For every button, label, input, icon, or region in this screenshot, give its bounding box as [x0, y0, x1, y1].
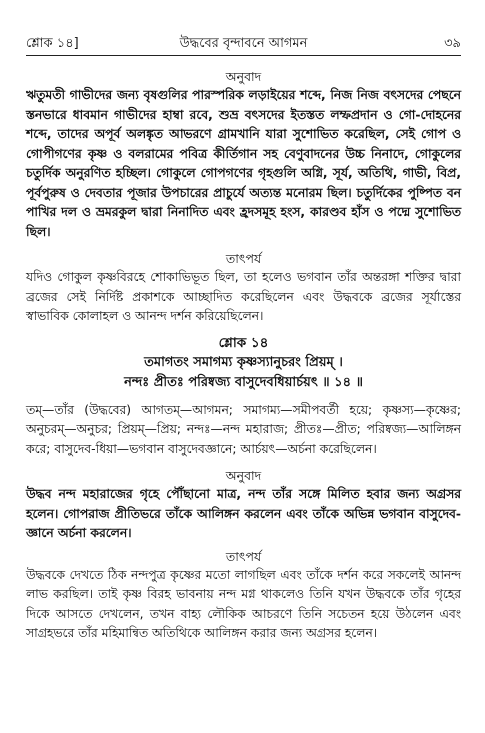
translation-text: ঋতুমতী গাভীদের জন্য বৃষগুলির পারস্পরিক লড়াইয়ের শব্দে, নিজ নিজ বৎসদের পেছনে স্তনভারে ধাবমান গাভীদের হাম্বা রবে, শুভ্র বৎসদের ইতস্তত লম্ফপ্রদান ও গো-দোহনের শব্দে, তাদের অপূর্ব অলঙ্কৃত আভরণে গ্রামখানি যারা সুশোভিত করেছিল, সেই গোপ ও গোপীগণের কৃষ্ণ ও বলরামের পবিত্র কীর্তিগান সহ বেণুবাদনের উচ্চ নিনাদে, গোকুলের চতুর্দিক অনুরণিত হচ্ছিল। গোকুলে গোপগণের গৃহগুলি অগ্নি, সূর্য, অতিথি, গাভী, বিপ্র, পূর্বপুরুষ ও দেবতার পূজার উপচারের প্রাচুর্যে অত্যন্ত মনোরম ছিল। চতুর্দিকের পুষ্পিত বন পাখির দল ও ভ্রমরকুল দ্বারা নিনাদিত এবং হ্রদসমূহ হংস, কারণ্ডব হাঁস ও পদ্মে সুশোভিত ছিল। — [26, 88, 461, 239]
page-body — [26, 68, 461, 644]
synonyms-text: তম্—তাঁর (উদ্ধবের) আগতম্—আগমন; সমাগম্য—সমীপবর্তী হয়ে; কৃষ্ণস্য—কৃষ্ণের; অনুচরম্—অনুচর; প্রিয়ম্—প্রিয়; নন্দঃ—নন্দ মহারাজ; প্রীতঃ—প্রীত; পরিষ্বজ্য—আলিঙ্গন করে; বাসুদেব-ধিয়া—ভগবান বাসুদেবজ্ঞানে; আর্চয়ৎ—অর্চনা করেছিলেন। — [26, 402, 461, 456]
purport-text-2: উদ্ধবকে দেখতে ঠিক নন্দপুত্র কৃষ্ণের মতো লাগছিল এবং তাঁকে দর্শন করে সকলেই আনন্দ লাভ করছিল। তাই কৃষ্ণ বিরহ ভাবনায় নন্দ মগ্ন থাকলেও তিনি যখন উদ্ধবকে তাঁর গৃহের দিকে আসতে দেখলেন, তখন বাহ্য লৌকিক আচরণে তিনি সচেতন হয়ে উঠলেন এবং সাগ্রহভরে তাঁর মহিমান্বিত অতিথিকে আলিঙ্গন করার জন্য অগ্রসর হলেন। — [26, 567, 461, 640]
verse-title: শ্লোক ১৪ — [218, 334, 269, 351]
running-header — [26, 34, 461, 52]
purport-heading: তাৎপর্য — [225, 251, 262, 266]
verse-line-1: তমাগতং সমাগম্য কৃষ্ণস্যানুচরং প্রিয়ম্ । — [144, 354, 343, 370]
verse-line-2: নন্দঃ প্রীতঃ পরিষ্বজ্য বাসুদেবধিয়ার্চয়ৎ ॥ ১৪ ॥ — [124, 374, 363, 390]
translation-text-2: উদ্ধব নন্দ মহারাজের গৃহে পৌঁছানো মাত্র, নন্দ তাঁর সঙ্গে মিলিত হবার জন্য অগ্রসর হলেন। গোপরাজ প্রীতিভরে তাঁকে আলিঙ্গন করলেন এবং তাঁকে অভিন্ন ভগবান বাসুদেব-জ্ঞানে অর্চনা করলেন। — [26, 487, 461, 540]
purport-text: যদিও গোকুল কৃষ্ণবিরহে শোকাভিভূত ছিল, তা হলেও ভগবান তাঁর অন্তরঙ্গা শক্তির দ্বারা ব্রজের সেই নির্দিষ্ট প্রকাশকে আচ্ছাদিত করেছিলেন এবং উদ্ধবকে ব্রজের সূর্যাস্তের স্বাভাবিক কোলাহল ও আনন্দ দর্শন করিয়েছিলেন। — [26, 270, 461, 323]
header-verse-ref: শ্লোক ১৪] — [26, 36, 79, 51]
translation-heading: অনুবাদ — [225, 69, 262, 84]
header-rule — [26, 55, 461, 56]
header-chapter-title: উদ্ধবের বৃন্দাবনে আগমন — [179, 36, 308, 51]
page-number: ৩৯ — [444, 36, 461, 51]
translation-heading-2: অনুবাদ — [225, 468, 262, 483]
purport-heading-2: তাৎপর্য — [225, 548, 262, 564]
